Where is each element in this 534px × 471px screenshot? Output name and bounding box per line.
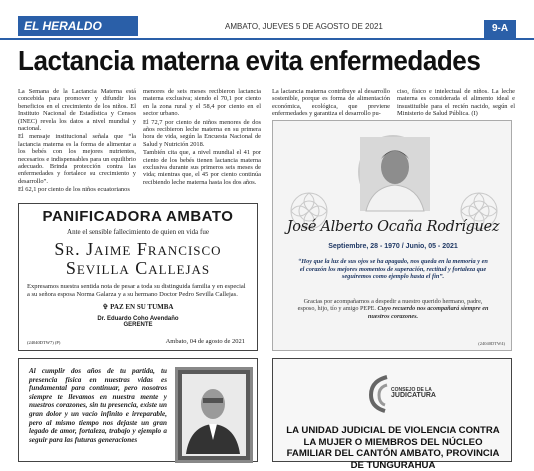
article-column-1 — [18, 88, 136, 195]
article-paragraph: El 62,1 por ciento de los niños ecuatorianos — [18, 186, 130, 194]
article-column-3 — [272, 88, 390, 119]
life-dates: Septiembre, 28 - 1970 / Junio, 05 - 2021 — [328, 243, 458, 250]
logo-line1: CONSEJO DE LA — [391, 387, 432, 393]
ad-title: PANIFICADORA AMBATO — [42, 208, 234, 225]
ad-signer-role: GERENTE — [123, 322, 153, 329]
logo-text — [391, 387, 436, 399]
ad-paz: ✞ PAZ EN SU TUMBA — [102, 303, 174, 312]
thanks-bold-line: Cuyo recuerdo nos acompañará siempre en nuestros corazones. — [367, 305, 489, 320]
article-paragraph: La lactancia materna contribuye al desarrollo sostenible, porque es forma de alimentación económica, ecológica, que previene enfermedades y garantiza el desarrollo pu- — [272, 88, 390, 118]
judicial-notice — [272, 358, 512, 471]
notice-heading: LA UNIDAD JUDICIAL DE VIOLENCIA CONTRA LA MUJER O MIEMBROS DEL NÚCLEO FAMILIAR DEL CANTÓN AMBATO, PROVINCIA DE TUNGURAHUA — [286, 425, 500, 471]
page-number: 9-A — [484, 20, 516, 38]
deceased-name-line2: Sevilla Callejas — [65, 258, 211, 278]
thanks-text — [297, 298, 489, 320]
article-paragraph: La Semana de la Lactancia Materna está concebida para promover y difundir los beneficios en el crecimiento de los niños. El Instituto Nacional de Estadística y Censos (INEC) revela los datos a nivel mundial y nacional. — [18, 88, 136, 133]
logo-line2: JUDICATURA — [391, 392, 436, 399]
condolence-ad-panificadora — [18, 203, 258, 351]
memorial-quote: “Hoy que la luz de sus ojos se ha apagado, nos queda en la memoria y en el corazón los mejores momentos de superación, rectitud y fortaleza que seguiremos como ejemplo hasta el fin”. — [298, 258, 488, 281]
ad-body: Expresamos nuestra sentida nota de pesar a toda su distinguida familia y en especial a su señora esposa Norma Galarza y a su hermano Doctor Pedro Sevilla Callejas. — [27, 283, 246, 298]
obituary-ad — [272, 120, 512, 351]
ad-code: (24040DTW4) — [478, 341, 505, 346]
issue-date: AMBATO, JUEVES 5 DE AGOSTO DE 2021 — [225, 22, 383, 31]
article-column-4 — [397, 88, 515, 119]
article-paragraph: ciso, físico e intelectual de niños. La leche materna es considerada el alimento ideal e insustituible para el recién nacido, según el Ministerio de Salud Pública. (I) — [397, 88, 515, 118]
ad-signer: Dr. Eduardo Coho Avendaño — [97, 316, 179, 323]
article-paragraph: El 72,7 por ciento de niños menores de dos años recibieron leche materna en su primera hora de vida, según la Encuesta Nacional de Salud y Nutrición 2018. — [143, 118, 261, 148]
article-paragraph: menores de seis meses recibieron lactancia materna exclusiva; siendo el 70,1 por ciento en la zona rural y el 58,4 por ciento en el sector urbano. — [143, 88, 261, 118]
article-paragraph: El mensaje institucional señala que “la lactancia materna es la forma de alimentar a los bebés con los mejores nutrientes, necesarios e indispensables para un equilibrio adecuado. Brinda protección contra las enfermedades y fortalece su crecimiento y desarrollo”. — [18, 133, 136, 185]
ad-code: (24040DTW7) (P) — [27, 340, 61, 345]
deceased-photo — [358, 135, 428, 209]
article-column-2 — [143, 88, 261, 187]
memorial-ad — [18, 358, 258, 462]
memorial-text: Al cumplir dos años de tu partida, tu presencia física en nuestras vidas es fundamental para continuar, pero nosotros siempre te llevamos en nuestra mente y nuestros corazones, sin tu presencia, existe un gran dolor y un vacío infinito e irreparable, pero al mismo tiempo nos dejaste un gran legado de amor, fortaleza, trabajo y ejemplo a seguir para las futuras generaciones — [29, 367, 167, 444]
judicatura-logo-icon — [367, 373, 391, 413]
portrait-frame — [175, 367, 253, 463]
deceased-name: José Alberto Ocaña Rodríguez — [286, 219, 500, 235]
masthead: EL HERALDO — [18, 16, 138, 36]
thanks-line: Gracias por acompañarnos a despedir a nuestro querido hermano, padre, esposo, hijo, tío y amigo PEPE. — [297, 298, 483, 313]
ad-date: Ambato, 04 de agosto de 2021 — [165, 338, 245, 345]
portrait-photo — [182, 374, 246, 456]
deceased-name-line1: Sr. Jaime Francisco — [54, 239, 222, 259]
article-paragraph: También cita que, a nivel mundial el 41 por ciento de los bebés tienen lactancia materna exclusiva durante sus primeros seis meses de vida; mientras que, el 45 por ciento continúa recibiendo leche materna hasta los dos años. — [143, 149, 261, 186]
ad-subtitle: Ante el sensible fallecimiento de quien en vida fue — [67, 228, 209, 236]
article-headline: Lactancia materna evita enfermedades — [18, 45, 481, 76]
